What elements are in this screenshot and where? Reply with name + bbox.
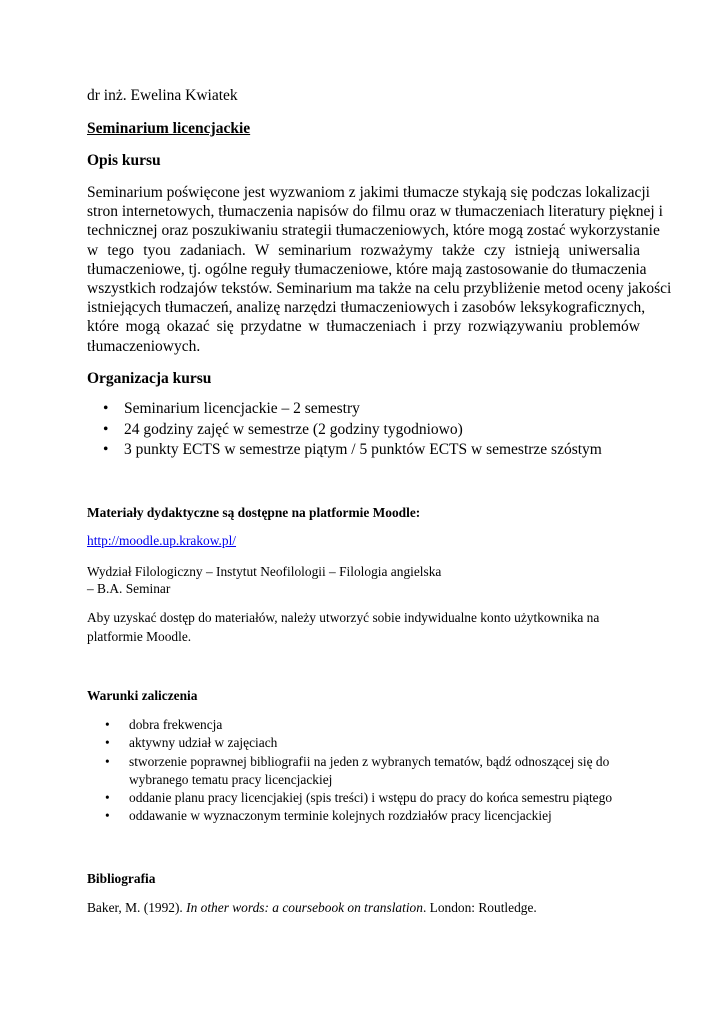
bibliography-heading: Bibliografia [87,871,156,886]
list-item-text: dobra frekwencja [129,717,223,732]
list-item [87,420,640,441]
description-line: tłumaczeniowych. [87,337,201,355]
list-item [87,716,640,734]
list-item-text: stworzenie poprawnej bibliografii na jeden z wybranych tematów, bądź odnoszącej się do wybranego tematu pracy licencjackiej [129,753,610,787]
list-item-text: Seminarium licencjackie – 2 semestry [124,400,360,417]
moodle-link[interactable]: http://moodle.up.krakow.pl/ [87,533,237,548]
list-item [87,399,640,420]
bibliography-publisher: . London: Routledge. [422,900,537,915]
organization-list [87,399,640,461]
list-item [87,734,640,752]
bibliography-entry [87,900,640,916]
bibliography-title: In other words: a coursebook on translation [186,900,423,915]
description-line: w tego tyou zadaniach. W seminarium rozważymy także czy istnieją uniwersalia [87,241,640,259]
bibliography-author: Baker, M. (1992). [87,900,187,915]
moodle-course-path [87,563,640,597]
list-item-text: 24 godziny zajęć w semestrze (2 godziny tygodniowo) [124,420,463,438]
list-item-text: oddawanie w wyznaczonym terminie kolejnych rozdziałów pracy licencjackiej [129,808,552,824]
access-note-line: platformie Moodle. [87,629,192,644]
requirements-heading: Warunki zaliczenia [87,688,198,703]
bullet-icon: • [105,790,110,806]
materials-heading: Materiały dydaktyczne są dostępne na platformie Moodle: [87,505,421,520]
list-item [87,807,640,825]
description-line: wszystkich rodzajów tekstów. Seminarium ma także na celu przybliżenie metod oceny jakości [87,279,672,297]
access-note [87,608,640,646]
access-note-line: Aby uzyskać dostęp do materiałów, należy utworzyć sobie indywidualne konto użytkownika na [87,610,600,625]
list-item [87,753,640,790]
description-line: które mogą okazać się przydatne w tłumaczeniach i przy rozwiązywaniu problemów [87,318,640,336]
bullet-icon: • [105,717,110,732]
bullet-icon: • [103,420,109,438]
description-line: Seminarium poświęcone jest wyzwaniom z jakimi tłumacze stykają się podczas lokalizacji [87,184,650,201]
course-path-line: – B.A. Seminar [87,581,171,596]
description-line: technicznej oraz poszukiwaniu strategii tłumaczeniowych, które mogą zostać wykorzystanie [87,222,660,240]
list-item-text: 3 punkty ECTS w semestrze piątym / 5 punktów ECTS w semestrze szóstym [124,441,602,458]
description-line: tłumaczeniowe, tj. ogólne reguły tłumaczeniowe, które mają zastosowanie do tłumaczenia [87,260,647,278]
bullet-icon: • [105,753,110,769]
bullet-icon: • [105,735,110,751]
bullet-icon: • [103,441,109,458]
course-path-line: Wydział Filologiczny – Instytut Neofilologii – Filologia angielska [87,564,442,579]
description-line: istniejących tłumaczeń, analizę narzędzi tłumaczeniowych i zasobów leksykograficznych, [87,299,646,317]
bullet-icon: • [105,808,110,824]
description-line: stron internetowych, tłumaczenia napisów do filmu oraz w tłumaczeniach literatury pięknej i [87,203,663,221]
organization-heading: Organizacja kursu [87,370,212,387]
list-item [87,789,640,807]
list-item [87,440,640,461]
requirements-list [87,716,640,826]
description-heading: Opis kursu [87,152,161,169]
description-paragraph [87,183,672,356]
author-name: dr inż. Ewelina Kwiatek [87,87,238,104]
bullet-icon: • [103,400,109,417]
list-item-text: oddanie planu pracy licencjakiej (spis treści) i wstępu do pracy do końca semestru piątego [129,790,613,806]
list-item-text: aktywny udział w zajęciach [129,735,278,751]
course-title: Seminarium licencjackie [87,120,251,137]
